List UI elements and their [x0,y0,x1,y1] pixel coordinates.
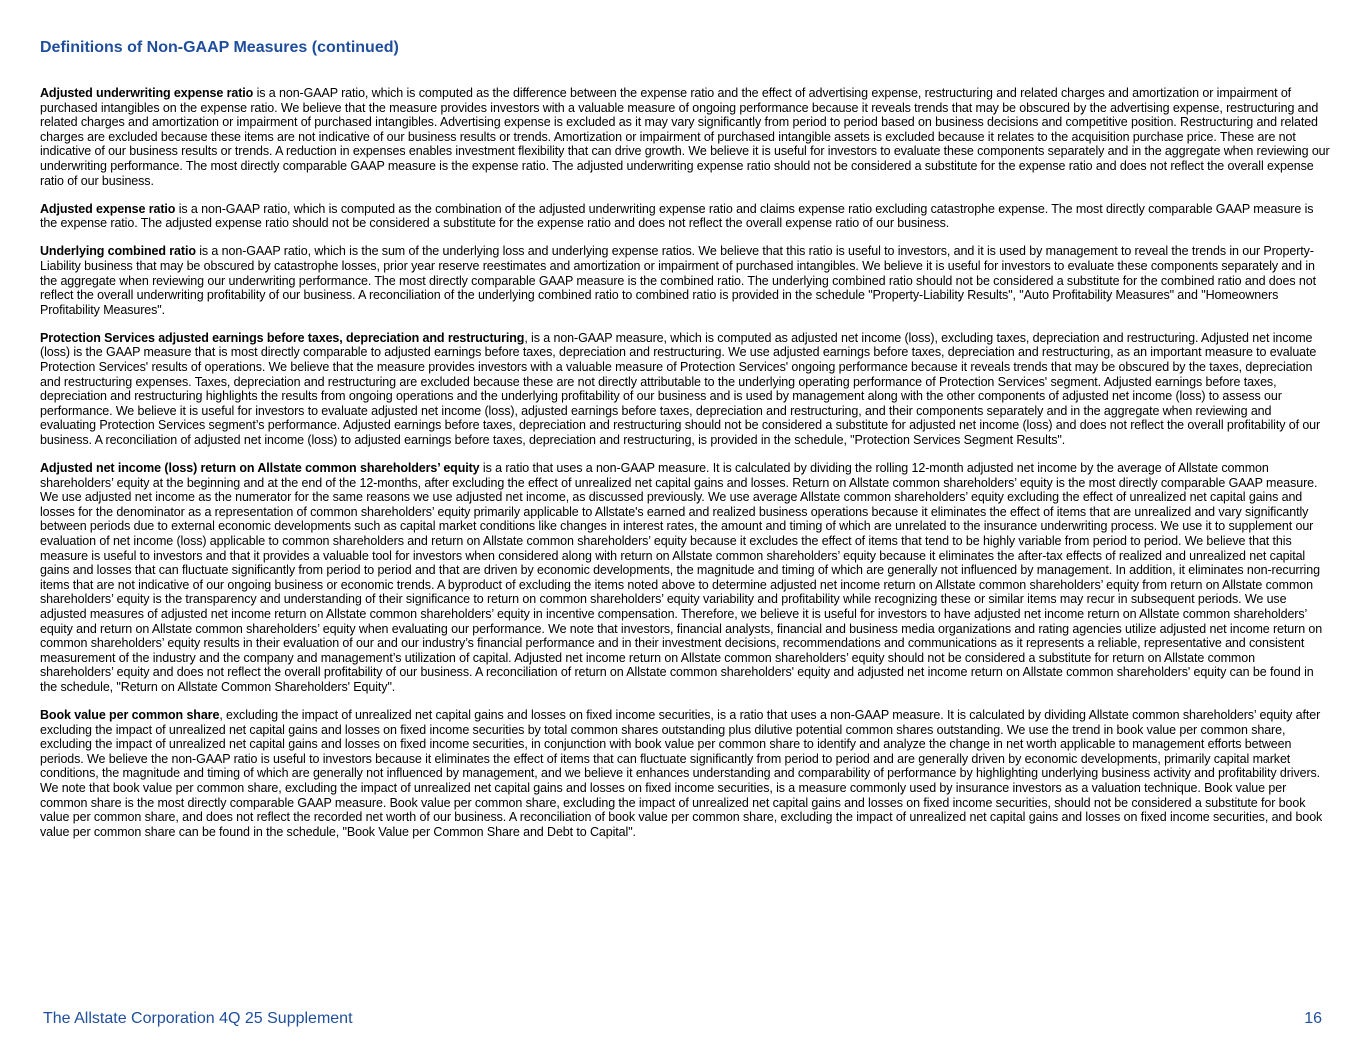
definition-text: , excluding the impact of unrealized net capital gains and losses on fixed income securities, is a ratio that uses a non-GAAP measure. It is calculated by dividing Allstate common shareholders’ equity after excluding the impact of unrealized net capital gains and losses on fixed income securities by total common shares outstanding plus dilutive potential common shares outstanding. We use the trend in book value per common share, excluding the impact of unrealized net capital gains and losses on fixed income securities, in conjunction with book value per common share to identify and analyze the change in net worth applicable to management efforts between periods. We believe the non-GAAP ratio is useful to investors because it eliminates the effect of items that can fluctuate significantly from period to period and are generally driven by economic developments, primarily capital market conditions, the magnitude and timing of which are generally not influenced by management, and we believe it enhances understanding and comparability of performance by highlighting underlying business activity and profitability drivers. We note that book value per common share, excluding the impact of unrealized net capital gains and losses on fixed income securities, is a measure commonly used by insurance investors as a valuation technique. Book value per common share is the most directly comparable GAAP measure. Book value per common share, excluding the impact of unrealized net capital gains and losses on fixed income securities, should not be considered a substitute for book value per common share, and does not reflect the recorded net worth of our business. A reconciliation of book value per common share, excluding the impact of unrealized net capital gains and losses on fixed income securities, and book value per common share can be found in the schedule, "Book Value per Common Share and Debt to Capital". [40,708,1323,839]
definition-term: Book value per common share [40,708,220,723]
definition-text: , is a non-GAAP measure, which is computed as adjusted net income (loss), excluding taxes, depreciation and restructuring. Adjusted net income (loss) is the GAAP measure that is most directly comparable to adjusted earnings before taxes, depreciation and restructuring. We use adjusted earnings before taxes, depreciation and restructuring, as an important measure to evaluate Protection Services' results of operations. We believe that the measure provides investors with a valuable measure of Protection Services' ongoing performance because it reveals trends that may be obscured by the taxes, depreciation and restructuring expenses. Taxes, depreciation and restructuring are excluded because these are not directly attributable to the underlying operating performance of Protection Services' segment. Adjusted earnings before taxes, depreciation and restructuring highlights the results from ongoing operations and the underlying profitability of our business and is used by management along with the other components of adjusted net income (loss) to assess our performance. We believe it is useful for investors to evaluate adjusted net income (loss), adjusted earnings before taxes, depreciation and restructuring, and their components separately and in the aggregate when reviewing and evaluating Protection Services segment’s performance. Adjusted earnings before taxes, depreciation and restructuring should not be considered a substitute for adjusted net income (loss) and does not reflect the overall profitability of our business. A reconciliation of adjusted net income (loss) to adjusted earnings before taxes, depreciation and restructuring, is provided in the schedule, "Protection Services Segment Results". [40,330,1321,447]
definition-protection-services-adjusted-earnings [40,331,1330,448]
page-title: Definitions of Non-GAAP Measures (continued) [40,39,399,56]
definition-adjusted-net-income-return-on-equity [40,461,1330,695]
definition-term: Adjusted expense ratio [40,201,176,216]
footer-document-name: The Allstate Corporation 4Q 25 Supplement [43,1010,353,1027]
definition-term: Underlying combined ratio [40,244,196,259]
definition-text: is a non-GAAP ratio, which is the sum of the underlying loss and underlying expense ratios. We believe that this ratio is useful to investors, and it is used by management to reveal the trends in our Property-Liability business that may be obscured by catastrophe losses, prior year reserve reestimates and amortization or impairment of purchased intangibles. We believe it is useful for investors to evaluate these components separately and in the aggregate when reviewing our underwriting performance. The most directly comparable GAAP measure is the combined ratio. The underlying combined ratio should not be considered a substitute for the combined ratio and does not reflect the overall underwriting profitability of our business. A reconciliation of the underlying combined ratio to combined ratio is provided in the schedule "Property-Liability Results", "Auto Profitability Measures" and "Homeowners Profitability Measures". [40,244,1316,317]
definition-book-value-per-common-share [40,708,1330,839]
definition-text: is a ratio that uses a non-GAAP measure. It is calculated by dividing the rolling 12-month adjusted net income by the average of Allstate common shareholders’ equity at the beginning and at the end of the 12-months, after excluding the effect of unrealized net capital gains and losses. Return on Allstate common shareholders’ equity is the most directly comparable GAAP measure. We use adjusted net income as the numerator for the same reasons we use adjusted net income, as discussed previously. We use average Allstate common shareholders’ equity excluding the effect of unrealized net capital gains and losses for the denominator as a representation of common shareholders’ equity primarily applicable to Allstate's earned and realized business operations because it eliminates the effect of items that are unrealized and vary significantly between periods due to external economic developments such as capital market conditions like changes in interest rates, the amount and timing of which are unrelated to the insurance underwriting process. We use it to supplement our evaluation of net income (loss) applicable to common shareholders and return on Allstate common shareholders’ equity because it excludes the effect of items that tend to be highly variable from period to period. We believe that this measure is useful to investors and that it provides a valuable tool for investors when considered along with return on Allstate common shareholders’ equity because it eliminates the after-tax effects of realized and unrealized net capital gains and losses that can fluctuate significantly from period to period and that are driven by economic developments, the magnitude and timing of which are generally not influenced by management. In addition, it eliminates non-recurring items that are not indicative of our ongoing business or economic trends. A byproduct of excluding the items noted above to determine adjusted net income return on Allstate common shareholders’ equity from return on Allstate common shareholders’ equity is the transparency and understanding of their significance to return on common shareholders’ equity variability and profitability while recognizing these or similar items may recur in subsequent periods. We use adjusted measures of adjusted net income return on Allstate common shareholders’ equity in incentive compensation. Therefore, we believe it is useful for investors to have adjusted net income return on Allstate common shareholders’ equity and return on Allstate common shareholders’ equity when evaluating our performance. We note that investors, financial analysts, financial and business media organizations and rating agencies utilize adjusted net income return on common shareholders’ equity results in their evaluation of our and our industry’s financial performance and in their investment decisions, recommendations and communications as it represents a reliable, representative and consistent measurement of the industry and the company and management’s utilization of capital. Adjusted net income return on Allstate common shareholders’ equity should not be considered a substitute for return on Allstate common shareholders’ equity and does not reflect the overall profitability of our business. A reconciliation of return on Allstate common shareholders' equity and adjusted net income return on Allstate common shareholders' equity can be found in the schedule, "Return on Allstate Common Shareholders' Equity". [40,461,1323,694]
footer-page-number: 16 [1304,1010,1322,1027]
definition-text: is a non-GAAP ratio, which is computed as the combination of the adjusted underwriting expense ratio and claims expense ratio excluding catastrophe expense. The most directly comparable GAAP measure is the expense ratio. The adjusted expense ratio should not be considered a substitute for the expense ratio and does not reflect the overall expense ratio of our business. [40,201,1314,231]
definition-adjusted-underwriting-expense-ratio [40,86,1330,188]
definition-text: is a non-GAAP ratio, which is computed as the difference between the expense ratio and the effect of advertising expense, restructuring and related charges and amortization or impairment of purchased intangibles on the expense ratio. We believe that the measure provides investors with a valuable measure of ongoing performance because it reveals trends that may be obscured by the advertising expense, restructuring and related charges and amortization or impairment of purchased intangibles. Advertising expense is excluded as it may vary significantly from period to period based on business decisions and competitive position. Restructuring and related charges are excluded because these items are not indicative of our business results or trends. Amortization or impairment of purchased intangible assets is excluded because it relates to the acquisition purchase price. These are not indicative of our business results or trends. A reduction in expenses enables investment flexibility that can drive growth. We believe it is useful for investors to evaluate these components separately and in the aggregate when reviewing our underwriting performance. The most directly comparable GAAP measure is the expense ratio. The adjusted underwriting expense ratio should not be considered a substitute for the expense ratio and does not reflect the overall expense ratio of our business. [40,86,1330,188]
definition-underlying-combined-ratio [40,244,1330,317]
definition-term: Adjusted net income (loss) return on Allstate common shareholders’ equity [40,461,480,476]
definition-term: Adjusted underwriting expense ratio [40,86,254,100]
definition-term: Protection Services adjusted earnings before taxes, depreciation and restructuring [40,330,525,345]
definitions-content [40,86,1330,853]
definition-adjusted-expense-ratio [40,202,1330,231]
